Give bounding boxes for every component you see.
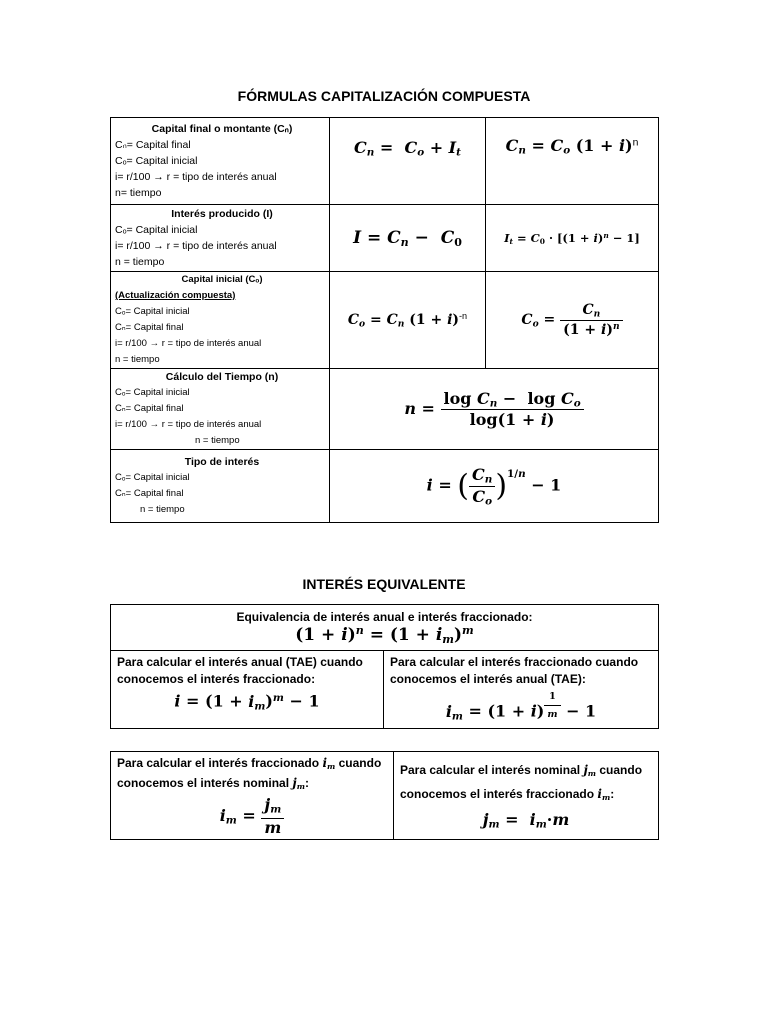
formula-cn-compound: $C_n = C_o$ $(1 + i)^n$ <box>486 118 659 205</box>
tiempo-heading: Cálculo del Tiempo (n) <box>165 371 279 383</box>
formula-nominal-from-fractional: $j_m = i_m\cdot m$ <box>482 809 570 831</box>
desc-line: n = tiempo <box>115 354 160 365</box>
capital-inicial-subheading: (Actualización compuesta) <box>115 290 236 301</box>
formulas-table <box>110 117 659 523</box>
desc-line: i= r/100 → r = tipo de interés anual <box>115 171 277 183</box>
annual-rate-cell <box>111 651 384 729</box>
desc-line: Cₒ= Capital inicial <box>115 155 198 167</box>
fractional-from-nominal-cell <box>111 752 394 840</box>
tipo-interes-desc <box>111 450 330 523</box>
row-nominal <box>111 752 659 840</box>
row-capital-inicial <box>111 272 659 369</box>
equivalence-heading: Equivalencia de interés anual e interés fraccionado: <box>236 609 533 624</box>
desc-line: Cₙ= Capital final <box>115 139 191 151</box>
page-title: FÓRMULAS CAPITALIZACIÓN COMPUESTA <box>237 88 531 104</box>
desc-line: Cₒ= Capital inicial <box>115 306 190 317</box>
capital-inicial-desc <box>111 272 330 369</box>
formula-cn-sum: $C_n = C_o + I_t$ <box>330 118 486 205</box>
interes-producido-desc <box>111 205 330 272</box>
text-part: Para calcular el interés fraccionado <box>117 756 320 770</box>
desc-line: Cₙ= Capital final <box>115 322 184 333</box>
annual-rate-text: Para calcular el interés anual (TAE) cuando conocemos el interés fraccionado: <box>117 655 363 686</box>
desc-line: Cₒ= Capital inicial <box>115 387 190 398</box>
row-interes-producido <box>111 205 659 272</box>
desc-line: Cₙ= Capital final <box>115 403 184 414</box>
desc-line: n= tiempo <box>115 187 162 199</box>
text-part: Para calcular el interés nominal <box>400 763 581 777</box>
formula-fractional-rate: $i_m = (1 + i)$ $^{\frac{1}{m}}$ − 1 <box>390 688 652 725</box>
tiempo-desc <box>111 369 330 450</box>
desc-line: i= r/100 → r = tipo de interés anual <box>115 419 262 430</box>
formula-equivalence: $(1 + i)^n = (1 + i_m)^m$ <box>295 623 474 646</box>
formula-time-log: n = $\frac{\log C_n - \log C_o}{\log(1 + i)}$ <box>330 369 659 450</box>
row-tipo-interes <box>111 450 659 523</box>
text-part: cuando conocemos el interés fraccionado <box>400 763 643 801</box>
formula-fractional-from-nominal: $i_m$ = $\frac{j_m}{m}$ <box>117 796 387 837</box>
fractional-from-nominal-text: Para calcular el interés fraccionado $i_m$ cuando conocemos el interés nominal $j_m$: <box>117 756 382 791</box>
formula-interest-diff: $I = C_n - C_0$ <box>330 205 486 272</box>
row-capital-final <box>111 118 659 205</box>
interes-producido-heading: Interés producido (I) <box>171 208 273 220</box>
capital-final-heading: Capital final o montante (Cₙ) <box>151 123 293 135</box>
desc-line: Cₙ= Capital final <box>115 488 184 499</box>
row-conversion <box>111 651 659 729</box>
formula-annual-rate: $i = (1 + i_m)^m - 1$ <box>174 691 320 713</box>
formula-co-negative-exp: $C_o = C_n$ $(1 + i)^{-n}$ <box>330 272 486 369</box>
desc-line: n = tiempo <box>140 504 185 515</box>
fractional-rate-cell <box>384 651 659 729</box>
desc-line: i= r/100 → r = tipo de interés anual <box>115 240 277 252</box>
tipo-interes-heading: Tipo de interés <box>184 456 260 468</box>
nominal-from-fractional-cell <box>394 752 659 840</box>
nominal-from-fractional-text: Para calcular el interés nominal $j_m$ cuando conocemos el interés fraccionado $i_m$: <box>400 763 643 802</box>
equivalence-table <box>110 604 659 729</box>
desc-line: Cₒ= Capital inicial <box>115 224 198 236</box>
desc-line: Cₒ= Capital inicial <box>115 472 190 483</box>
desc-line: n = tiempo <box>115 256 165 268</box>
equivalent-title: INTERÉS EQUIVALENTE <box>302 576 466 592</box>
desc-line: n = tiempo <box>195 435 240 446</box>
formula-co-fraction: $C_o$ = $\frac{C_n}{(1 + i)^n}$ <box>486 272 659 369</box>
desc-line: i= r/100 → r = tipo de interés anual <box>115 338 262 349</box>
capital-inicial-heading: Capital inicial (Cₒ) <box>181 274 263 285</box>
formula-rate-root: i = ( $\frac{C_n}{C_o}$ )$^{1/n}$ − 1 <box>330 450 659 523</box>
row-equivalence <box>111 605 659 651</box>
nominal-table <box>110 751 659 840</box>
formula-interest-compound: $I_t = C_0 \cdot [(1 + i)^n - 1]$ <box>486 205 659 272</box>
capital-final-desc <box>111 118 330 205</box>
fractional-rate-text: Para calcular el interés fraccionado cuando conocemos el interés anual (TAE): <box>390 655 639 686</box>
row-tiempo <box>111 369 659 450</box>
equivalence-cell <box>111 605 659 651</box>
text-part: cuando conocemos el interés nominal <box>117 756 382 790</box>
